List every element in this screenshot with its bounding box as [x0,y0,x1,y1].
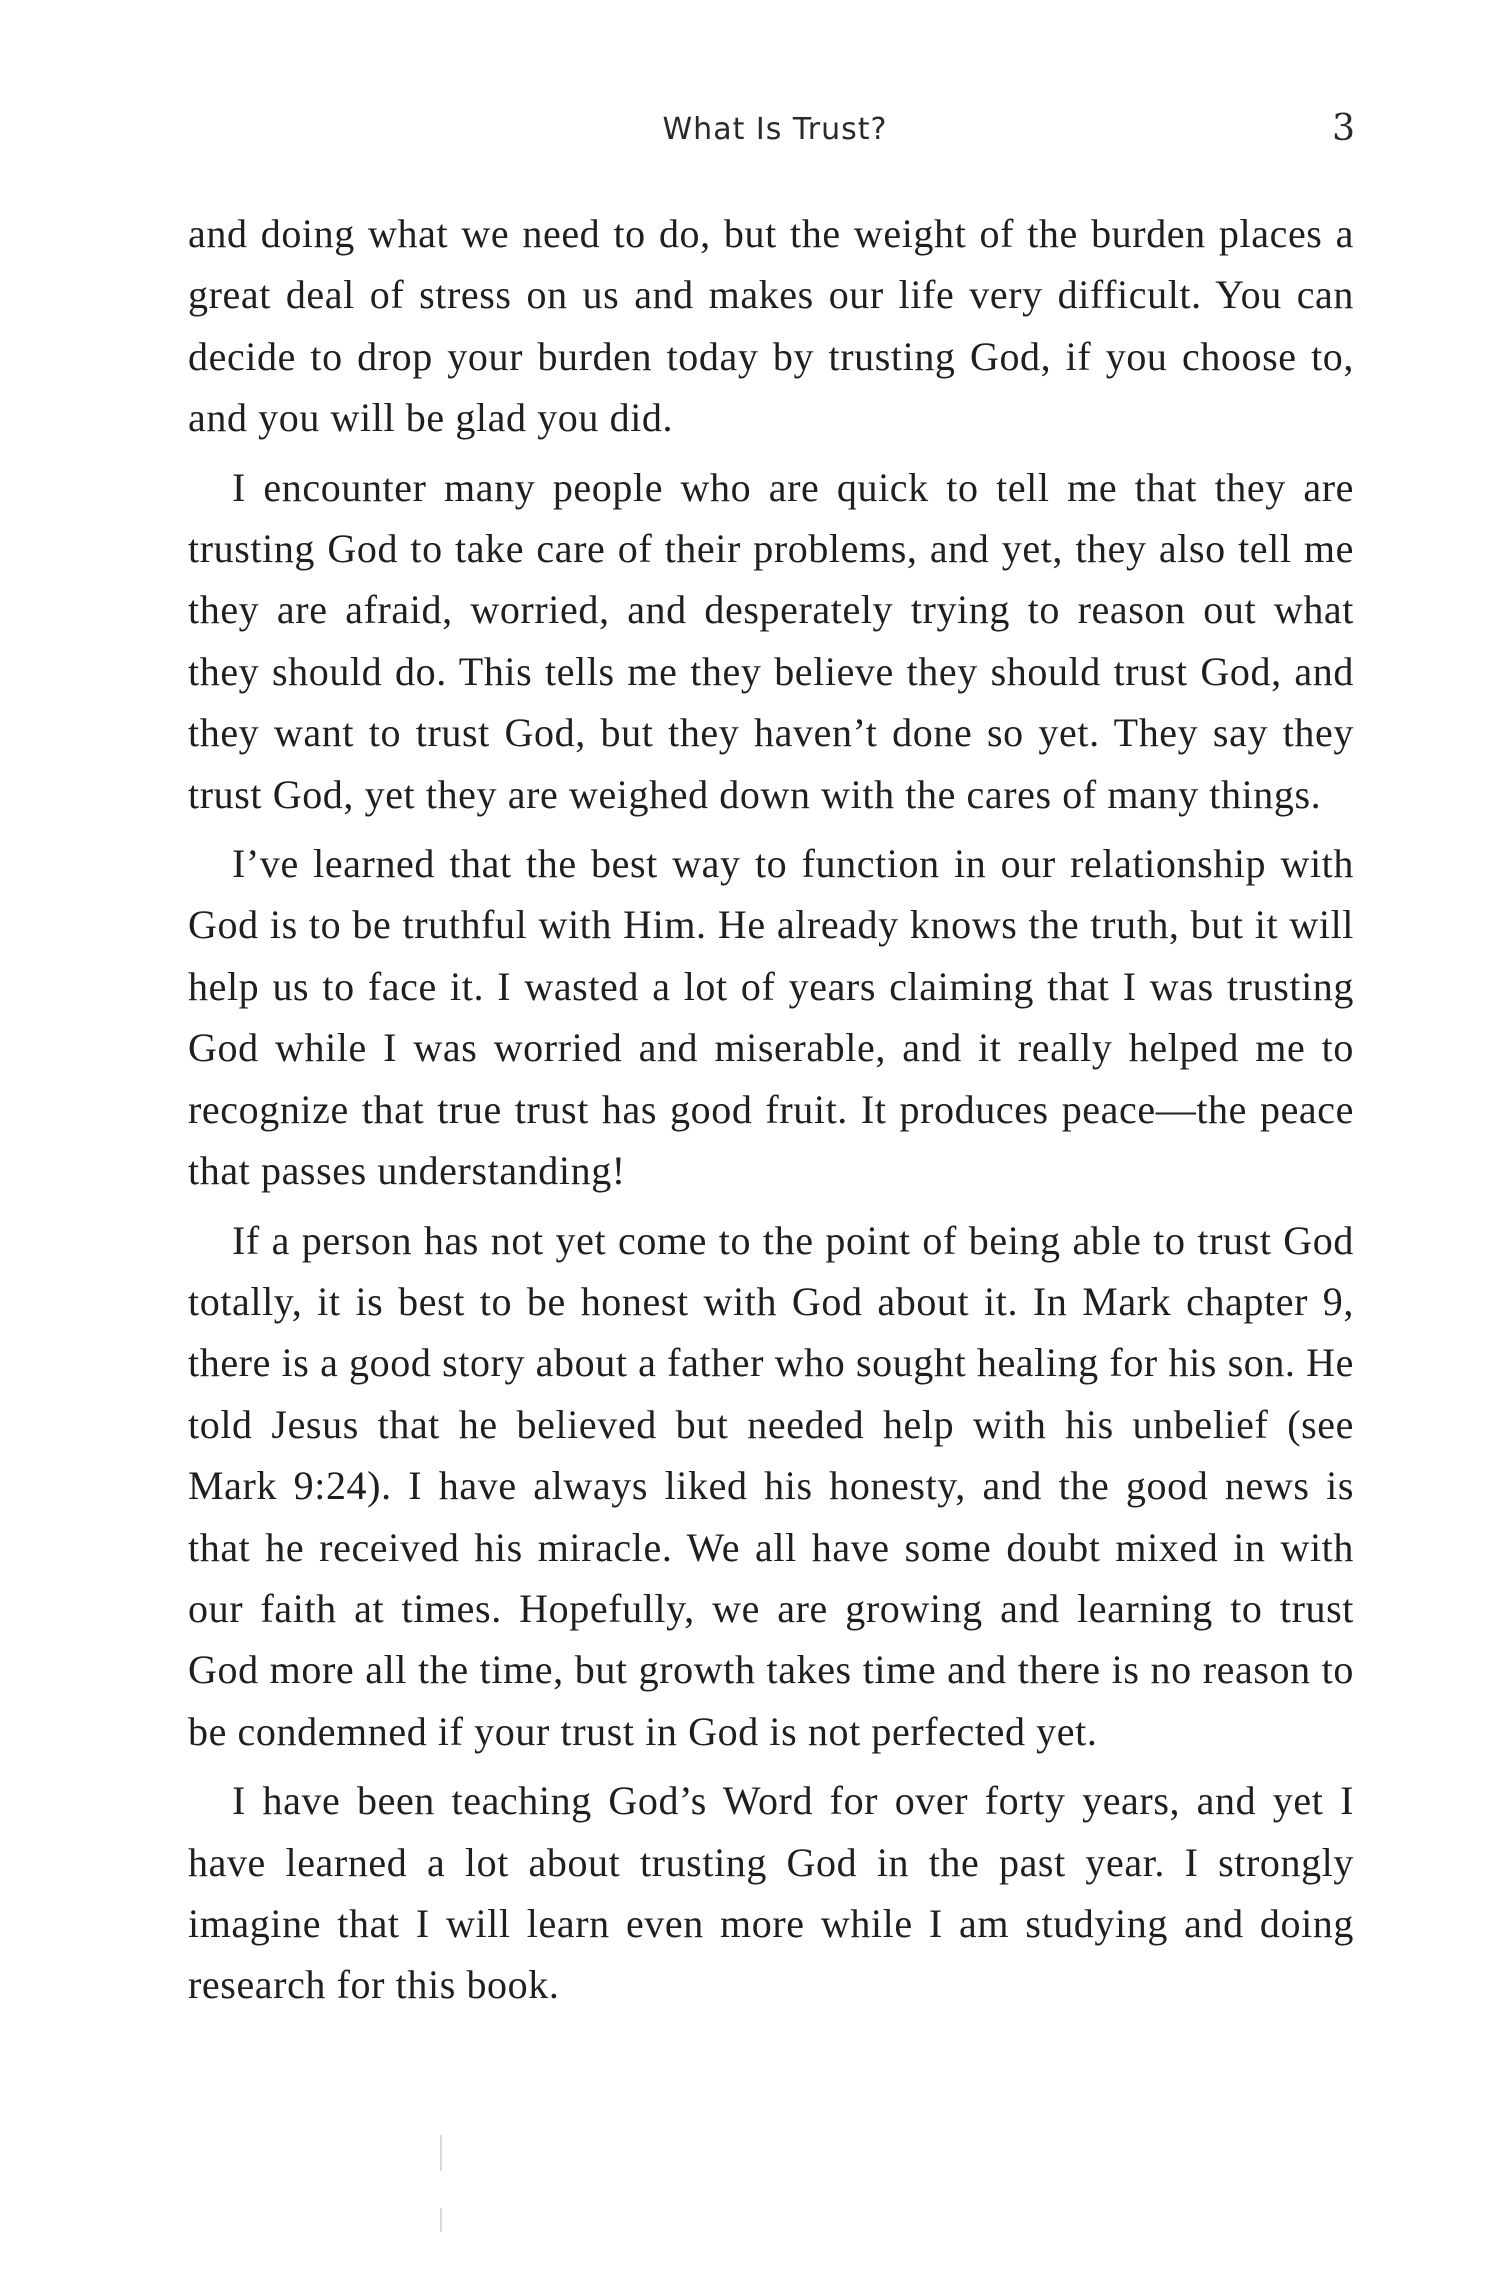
paragraph-1: and doing what we need to do, but the weight of the burden places a great deal of stress on us and makes our life very difficult. You can decide to drop your burden today by trusting God, if you choose to, and you will be glad you did. [188,211,1354,441]
running-title: What Is Trust? [662,112,888,147]
running-head [0,108,1500,158]
body-text [188,203,1354,2024]
paragraph-4: If a person has not yet come to the point of being able to trust God totally, it is best to be honest with God about it. In Mark chapter 9, there is a good story about a father who sought healing for his son. He told Jesus that he believed but needed help with his unbelief (see Mark 9:24). I have always liked his honesty, and the good news is that he received his miracle. We all have some doubt mixed in with our faith at times. Hopefully, we are growing and learning to trust God more all the time, but growth takes time and there is no reason to be condemned if your trust in God is not perfected yet. [188,1217,1354,1754]
page-number: 3 [1332,108,1355,149]
paragraph-2: I encounter many people who are quick to tell me that they are trusting God to take care of their problems, and yet, they also tell me they are afraid, worried, and desperately trying to reason out what they should do. This tells me they believe they should trust God, and they want to trust God, but they haven’t done so yet. They say they trust God, yet they are weighed down with the cares of many things. [188,464,1354,817]
paragraph-3: I’ve learned that the best way to function in our relationship with God is to be truthful with Him. He already knows the truth, but it will help us to face it. I wasted a lot of years claiming that I was trusting God while I was worried and miserable, and it really helped me to recognize that true trust has good fruit. It produces peace—the peace that passes understanding! [188,841,1354,1194]
scan-mark [440,2135,442,2171]
scan-mark [440,2208,442,2232]
paragraph-5: I have been teaching God’s Word for over forty years, and yet I have learned a lot about trusting God in the past year. I strongly imagine that I will learn even more while I am studying and doing research for this book. [188,1778,1354,2008]
